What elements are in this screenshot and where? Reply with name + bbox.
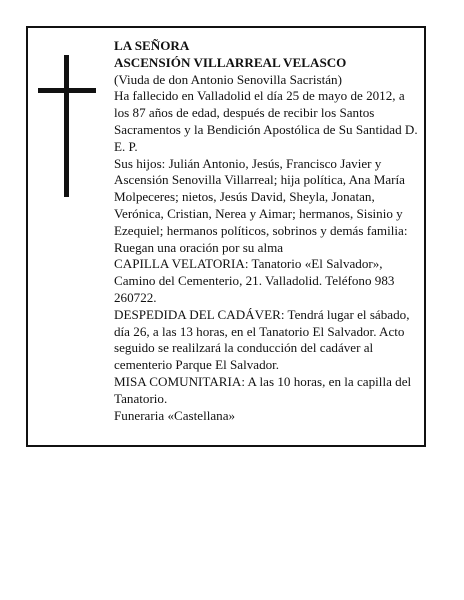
death-info-paragraph: Ha fallecido en Valladolid el día 25 de mayo de 2012, a los 87 años de edad, después de recibir los Santos Sacramentos y la Bendición Apostólica de Su Santidad D. E. P. [114,88,418,154]
funeral-home-line: Funeraria «Castellana» [114,407,236,423]
latin-cross-icon [38,55,96,197]
family-paragraph: Sus hijos: Julián Antonio, Jesús, Francisco Javier y Ascensión Senovilla Villarreal; hija política, Ana María Molpeceres; nietos, Jesús David, Sheyla, Jonatan, Verónica, Cristian, Nerea y Aimar; hermanos, Sisinio y Ezequiel; hermanos políticos, sobrinos y demás familia: [114,155,408,238]
cross-vertical-bar [64,55,69,197]
chapel-paragraph: CAPILLA VELATORIA: Tanatorio «El Salvador», Camino del Cementerio, 21. Valladolid. Teléfono 983 260722. [114,256,395,305]
title-line-1: LA SEÑORA [114,38,190,53]
widow-of-line: (Viuda de don Antonio Senovilla Sacristán) [114,71,342,87]
farewell-paragraph: DESPEDIDA DEL CADÁVER: Tendrá lugar el sábado, día 26, a las 13 horas, en el Tanatorio El Salvador. Acto seguido se realilzará la conducción del cadáver al cementerio Parque El Salvador. [114,306,410,373]
prayer-request-line: Ruegan una oración por su alma [114,239,284,255]
mass-paragraph: MISA COMUNITARIA: A las 10 horas, en la capilla del Tanatorio. [114,373,412,406]
deceased-name: ASCENSIÓN VILLARREAL VELASCO [114,54,347,70]
obituary-text [114,38,422,424]
cross-horizontal-bar [38,88,96,93]
